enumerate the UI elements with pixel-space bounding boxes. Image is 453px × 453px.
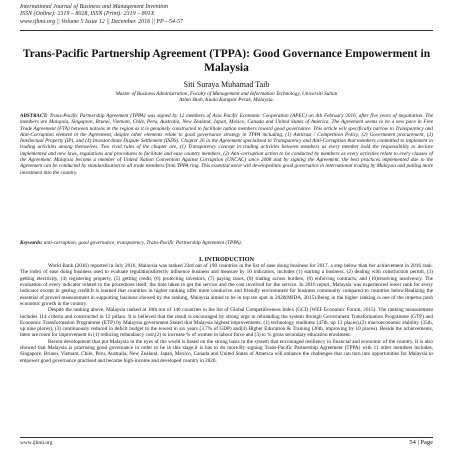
journal-name: International Journal of Business and Management Invention [20, 4, 168, 10]
abstract-label: ABSTRACT: [20, 113, 48, 119]
introduction-body [20, 263, 433, 364]
page-number: 54 | Page [409, 439, 433, 446]
journal-header [20, 4, 440, 26]
abstract [20, 113, 433, 176]
keywords-text: anti-corruption, good governance, transparency, Trans-Pacific Partnership Agreement (TPPA). [43, 240, 242, 246]
header-rule [20, 30, 433, 31]
paragraph: World Bank (2016) reported in July 2016, Malaysia was ranked 23rd out of 190 countries in the list of ease doing business for 2017, a step below than her achievement in 2016 rank. The index of ease doing business used to evaluate regulationsdirectly influence business and measure by 10 indicators, includes (1) starting a business, (2) dealing with construction permit, (3) getting electricity, (4) registering property, (5) getting credit, (6) protecting investors, (7) paying taxes, (8) trading across borders, (9) enforcing contracts, and (10)resolving insolvency. The evaluation of every indicator related to the procedures itself, the time taken to get the service and the cost involved for the service. In 2016 report, Malaysia was experienced lower rank for every indicator except in getting credit.It is learned that countries in higher ranking offer more conducive and friendly environment for business community compared to countries below.Realizing the essential of proved measurement in supporting business showed by the ranking, Malaysia aimed to be in top ten spot in 2020(MIDA, 2015).Being in the higher ranking is one of the impetus push economic growth in the country. [20, 263, 433, 307]
affiliation-line-1: Master of Business Administration, Faculty of Management and Information Technology, Universiti Sultan [115, 91, 338, 97]
paper-title: Trans-Pacific Partnership Agreement (TPPA): Good Governance Empowerment in Malaysia [22, 48, 431, 74]
journal-volume: www.ijbmi.org || Volume 5 Issue 12 || December. 2016 || PP—54-57 [20, 18, 184, 25]
keywords [20, 240, 433, 246]
abstract-text: Trans-Pacific Partnership Agreement (TPPA) was signed by 12 members of Asia Pacific Economic Cooperation (APEC) on 4th February 2016, after five years of negotiation. The members are Malaysia, Singapore, Brunei, Vietnam, Chile, Peru, Australia, New Zealand, Japan, Mexico, Canada and United States of America. The Agreement seems to be a new pace in Free Trade Agreement (FTA) between nations in the region as it is genuinely constructed to facilitate nation members toward good governance. This article will specifically narrow to Transparency and Anti-Corruption element in the Agreement, despite other elements relate to good governance strategy in TPPA including, (1) Antitrust / Competition Policy, (2) Government procurement, (3) Intellectual Property (IP), and (4) Investor-State Dispute Settlement (ISDS). Chapter 26 in the Agreement specialized to Transparency and Anti-Corruption that members committed to implement in trading activities among themselves. Two vivid rules of the chapter are, (1) Transparency concept in trading activities between members as every member hold the responsibility to declare implemented and new laws, regulations and procedures to facilitate and ease country members, (2) Anti-corruption action to be conducted by members as every activities relate to every clauses of the Agreement. Malaysia become a member of United Nation Convention Against Corruption (UNCAC) since 2008 and by signing the Agreement, the best practices implemented due to the Agreement can be conducted by standardization to all trade members from TPPA ring. This essential move will developedinto good governance in international trading by Malaysia and pulling more investment into the country. [20, 113, 434, 176]
journal-issn: ISSN (Online): 2319 – 8028, ISSN (Print): 2319 – 801X [20, 11, 155, 18]
footer-url: www.ijbmi.org [20, 440, 53, 446]
author-affiliation [20, 91, 433, 104]
footer-rule [20, 437, 433, 438]
paragraph: Despite the ranking above, Malaysia ranked at 18th out of 140 countries in the list of Global Competitiveness Index (GCI) (WEF Economic Forum, 2015). The ranking measurement includes 114 criteria and constructed in 12 pillars. It is believed that the result is encouraged by strong urge in rebranding the system through Government Transformation Programme (GTP) and Economic Transformation Programme (ETP) by Malaysia government.Stated that Malaysia highest improvements, (1) technology readiness (47th, up 13 places),(2) macroeconomic stability (35th, up nine places), (3) continuously reduced in deficit budget to the lowest in six years (3.7% of GDP) and(4) Higher Education & Training (36th, improving by 10 places). Beside the achievements, there are room for improvement in (1) reducing redundancy cost,(2) to increase % of women in labour force and (3) to % gross secondary education enrolment. [20, 307, 433, 339]
page-footer [20, 439, 433, 448]
keywords-label: Keywords: [20, 240, 43, 246]
paragraph: Recent development that put Malaysia in the eyes of the world is based on the strong basis in the system that encouraged resiliency in financial and economic of the country. It is also showed that Malaysia is practising good governance in order to be in this stage,it is has to do more.By signing Trans-Pacific Partnership Agreement (TPPA) with 11 other members includes, Singapore, Brunei, Vietnam, Chile, Peru, Australia, New Zealand, Japan, Mexico, Canada and United States of America will enhance the challenges that can turn into opportunities for Malaysia to empower good governance practised and become high-income and developed country in 2020. [20, 338, 433, 364]
author-name: Siti Suraya Muhamad Taib [183, 80, 270, 89]
affiliation-line-2: Azlan Shah, Kuala Kangsar Perak, Malaysia. [179, 97, 274, 104]
section-heading-introduction: I. INTRODUCTION [198, 256, 254, 263]
